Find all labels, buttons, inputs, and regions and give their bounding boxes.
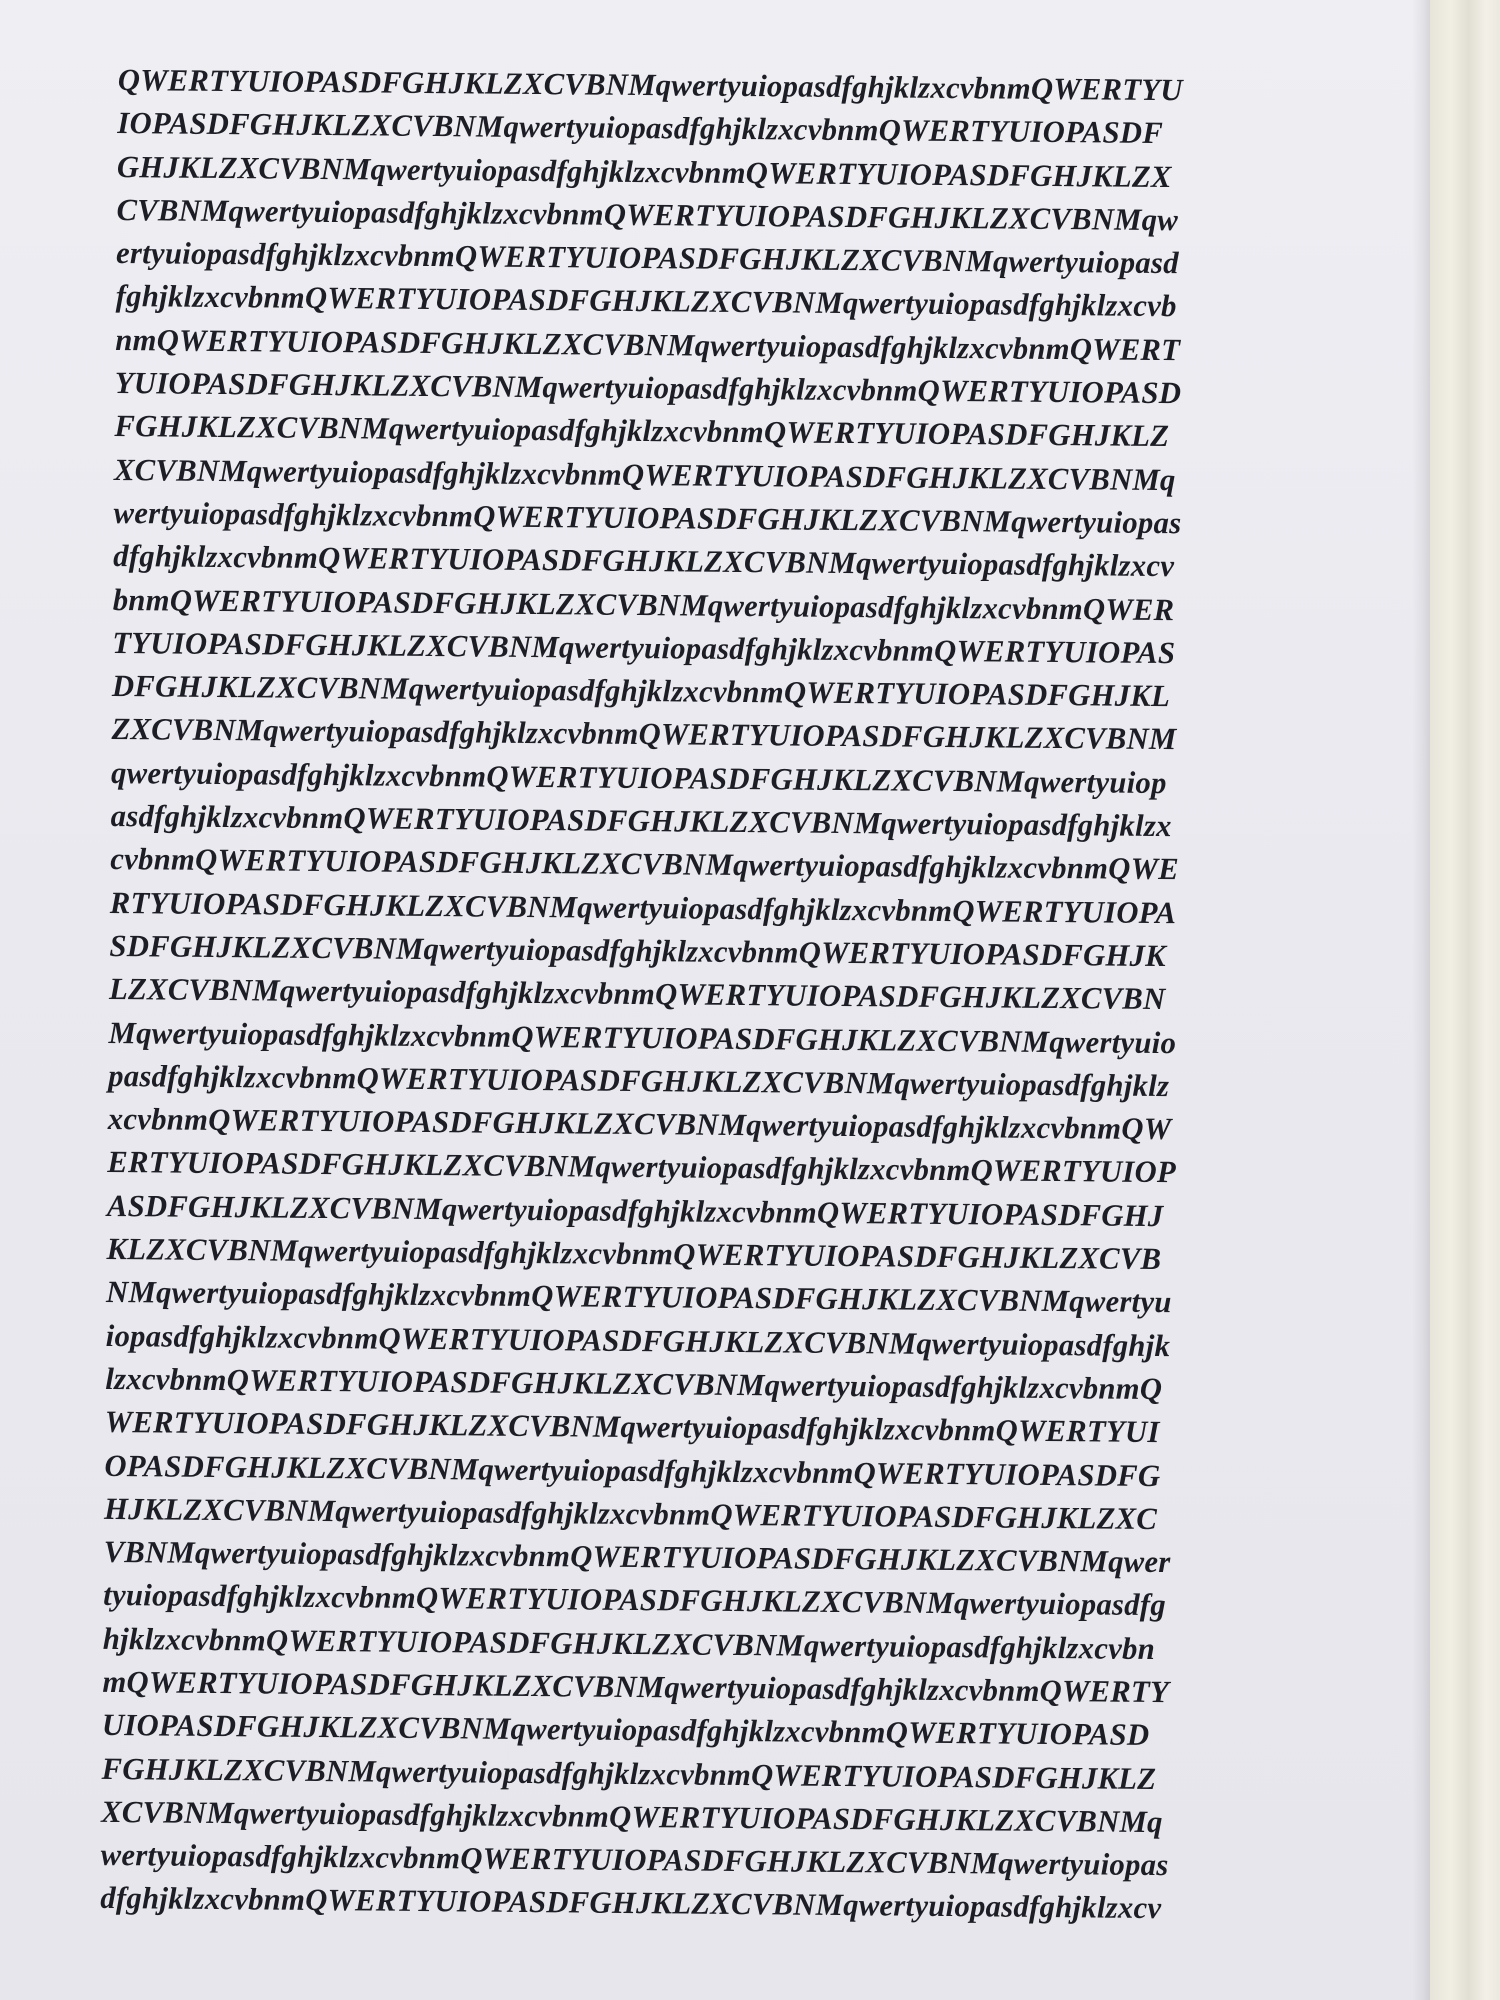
- text-line: lzxcvbnmQWERTYUIOPASDFGHJKLZXCVBNMqwertyuiopasdfghjklzxcvbnmQ: [105, 1360, 1163, 1406]
- text-line: GHJKLZXCVBNMqwertyuiopasdfghjklzxcvbnmQWERTYUIOPASDFGHJKLZX: [116, 148, 1172, 194]
- text-line: HJKLZXCVBNMqwertyuiopasdfghjklzxcvbnmQWERTYUIOPASDFGHJKLZXC: [103, 1490, 1158, 1536]
- text-line: LZXCVBNMqwertyuiopasdfghjklzxcvbnmQWERTYUIOPASDFGHJKLZXCVBN: [108, 971, 1166, 1017]
- text-line: ertyuiopasdfghjklzxcvbnmQWERTYUIOPASDFGHJKLZXCVBNMqwertyuiopasd: [115, 235, 1179, 281]
- text-line: ASDFGHJKLZXCVBNMqwertyuiopasdfghjklzxcvbnmQWERTYUIOPASDFGHJ: [106, 1187, 1164, 1233]
- text-line: YUIOPASDFGHJKLZXCVBNMqwertyuiopasdfghjklzxcvbnmQWERTYUIOPASD: [114, 365, 1182, 411]
- text-block: [100, 58, 1348, 1931]
- text-line: NMqwertyuiopasdfghjklzxcvbnmQWERTYUIOPASDFGHJKLZXCVBNMqwertyu: [105, 1274, 1172, 1320]
- text-line: IOPASDFGHJKLZXCVBNMqwertyuiopasdfghjklzxcvbnmQWERTYUIOPASDF: [117, 105, 1164, 151]
- text-line: FGHJKLZXCVBNMqwertyuiopasdfghjklzxcvbnmQWERTYUIOPASDFGHJKLZ: [114, 408, 1170, 454]
- text-line: iopasdfghjklzxcvbnmQWERTYUIOPASDFGHJKLZXCVBNMqwertyuiopasdfghjk: [105, 1317, 1171, 1363]
- text-line: dfghjklzxcvbnmQWERTYUIOPASDFGHJKLZXCVBNMqwertyuiopasdfghjklzxcv: [100, 1880, 1162, 1926]
- text-line: ERTYUIOPASDFGHJKLZXCVBNMqwertyuiopasdfghjklzxcvbnmQWERTYUIOP: [107, 1144, 1177, 1190]
- text-line: ZXCVBNMqwertyuiopasdfghjklzxcvbnmQWERTYUIOPASDFGHJKLZXCVBNM: [111, 711, 1177, 757]
- text-line: KLZXCVBNMqwertyuiopasdfghjklzxcvbnmQWERTYUIOPASDFGHJKLZXCVB: [106, 1230, 1162, 1277]
- text-line: tyuiopasdfghjklzxcvbnmQWERTYUIOPASDFGHJKLZXCVBNMqwertyuiopasdfg: [103, 1577, 1167, 1623]
- text-line: asdfghjklzxcvbnmQWERTYUIOPASDFGHJKLZXCVBNMqwertyuiopasdfghjklzx: [110, 798, 1172, 844]
- text-line: SDFGHJKLZXCVBNMqwertyuiopasdfghjklzxcvbnmQWERTYUIOPASDFGHJK: [109, 927, 1167, 974]
- text-line: CVBNMqwertyuiopasdfghjklzxcvbnmQWERTYUIOPASDFGHJKLZXCVBNMqw: [116, 191, 1179, 238]
- text-line: TYUIOPASDFGHJKLZXCVBNMqwertyuiopasdfghjklzxcvbnmQWERTYUIOPAS: [112, 624, 1176, 671]
- text-line: qwertyuiopasdfghjklzxcvbnmQWERTYUIOPASDFGHJKLZXCVBNMqwertyuiop: [110, 754, 1167, 800]
- text-line: FGHJKLZXCVBNMqwertyuiopasdfghjklzxcvbnmQWERTYUIOPASDFGHJKLZ: [101, 1750, 1157, 1796]
- text-line: VBNMqwertyuiopasdfghjklzxcvbnmQWERTYUIOPASDFGHJKLZXCVBNMqwer: [103, 1534, 1171, 1580]
- text-line: fghjklzxcvbnmQWERTYUIOPASDFGHJKLZXCVBNMqwertyuiopasdfghjklzxcvb: [115, 278, 1177, 324]
- text-line: cvbnmQWERTYUIOPASDFGHJKLZXCVBNMqwertyuiopasdfghjklzxcvbnmQWE: [110, 841, 1180, 887]
- text-line: mQWERTYUIOPASDFGHJKLZXCVBNMqwertyuiopasdfghjklzxcvbnmQWERTY: [102, 1663, 1170, 1710]
- text-line: DFGHJKLZXCVBNMqwertyuiopasdfghjklzxcvbnmQWERTYUIOPASDFGHJKL: [111, 668, 1171, 714]
- text-line: XCVBNMqwertyuiopasdfghjklzxcvbnmQWERTYUIOPASDFGHJKLZXCVBNMq: [101, 1793, 1163, 1839]
- page-edge-shadow: [1412, 0, 1430, 2000]
- text-line: WERTYUIOPASDFGHJKLZXCVBNMqwertyuiopasdfghjklzxcvbnmQWERTYUI: [104, 1404, 1160, 1450]
- text-line: xcvbnmQWERTYUIOPASDFGHJKLZXCVBNMqwertyuiopasdfghjklzxcvbnmQW: [107, 1101, 1172, 1147]
- page-stack-edge: [1430, 0, 1500, 2000]
- text-line: wertyuiopasdfghjklzxcvbnmQWERTYUIOPASDFGHJKLZXCVBNMqwertyuiopas: [113, 494, 1182, 541]
- text-line: UIOPASDFGHJKLZXCVBNMqwertyuiopasdfghjklzxcvbnmQWERTYUIOPASD: [101, 1707, 1150, 1753]
- text-line: dfghjklzxcvbnmQWERTYUIOPASDFGHJKLZXCVBNMqwertyuiopasdfghjklzxcv: [113, 538, 1175, 584]
- text-line: pasdfghjklzxcvbnmQWERTYUIOPASDFGHJKLZXCVBNMqwertyuiopasdfghjklz: [108, 1057, 1170, 1103]
- text-line: RTYUIOPASDFGHJKLZXCVBNMqwertyuiopasdfghjklzxcvbnmQWERTYUIOPA: [109, 884, 1177, 930]
- text-line: QWERTYUIOPASDFGHJKLZXCVBNMqwertyuiopasdfghjklzxcvbnmQWERTYU: [117, 61, 1183, 108]
- text-line: hjklzxcvbnmQWERTYUIOPASDFGHJKLZXCVBNMqwertyuiopasdfghjklzxcvbn: [102, 1620, 1156, 1666]
- text-line: nmQWERTYUIOPASDFGHJKLZXCVBNMqwertyuiopasdfghjklzxcvbnmQWERT: [115, 321, 1181, 367]
- text-line: wertyuiopasdfghjklzxcvbnmQWERTYUIOPASDFGHJKLZXCVBNMqwertyuiopas: [100, 1837, 1169, 1883]
- text-line: XCVBNMqwertyuiopasdfghjklzxcvbnmQWERTYUIOPASDFGHJKLZXCVBNMq: [113, 451, 1176, 497]
- text-line: bnmQWERTYUIOPASDFGHJKLZXCVBNMqwertyuiopasdfghjklzxcvbnmQWER: [112, 581, 1175, 627]
- text-line: OPASDFGHJKLZXCVBNMqwertyuiopasdfghjklzxcvbnmQWERTYUIOPASDFG: [104, 1447, 1161, 1493]
- text-line: MqwertyuiopasdfghjklzxcvbnmQWERTYUIOPASDFGHJKLZXCVBNMqwertyuio: [108, 1014, 1177, 1060]
